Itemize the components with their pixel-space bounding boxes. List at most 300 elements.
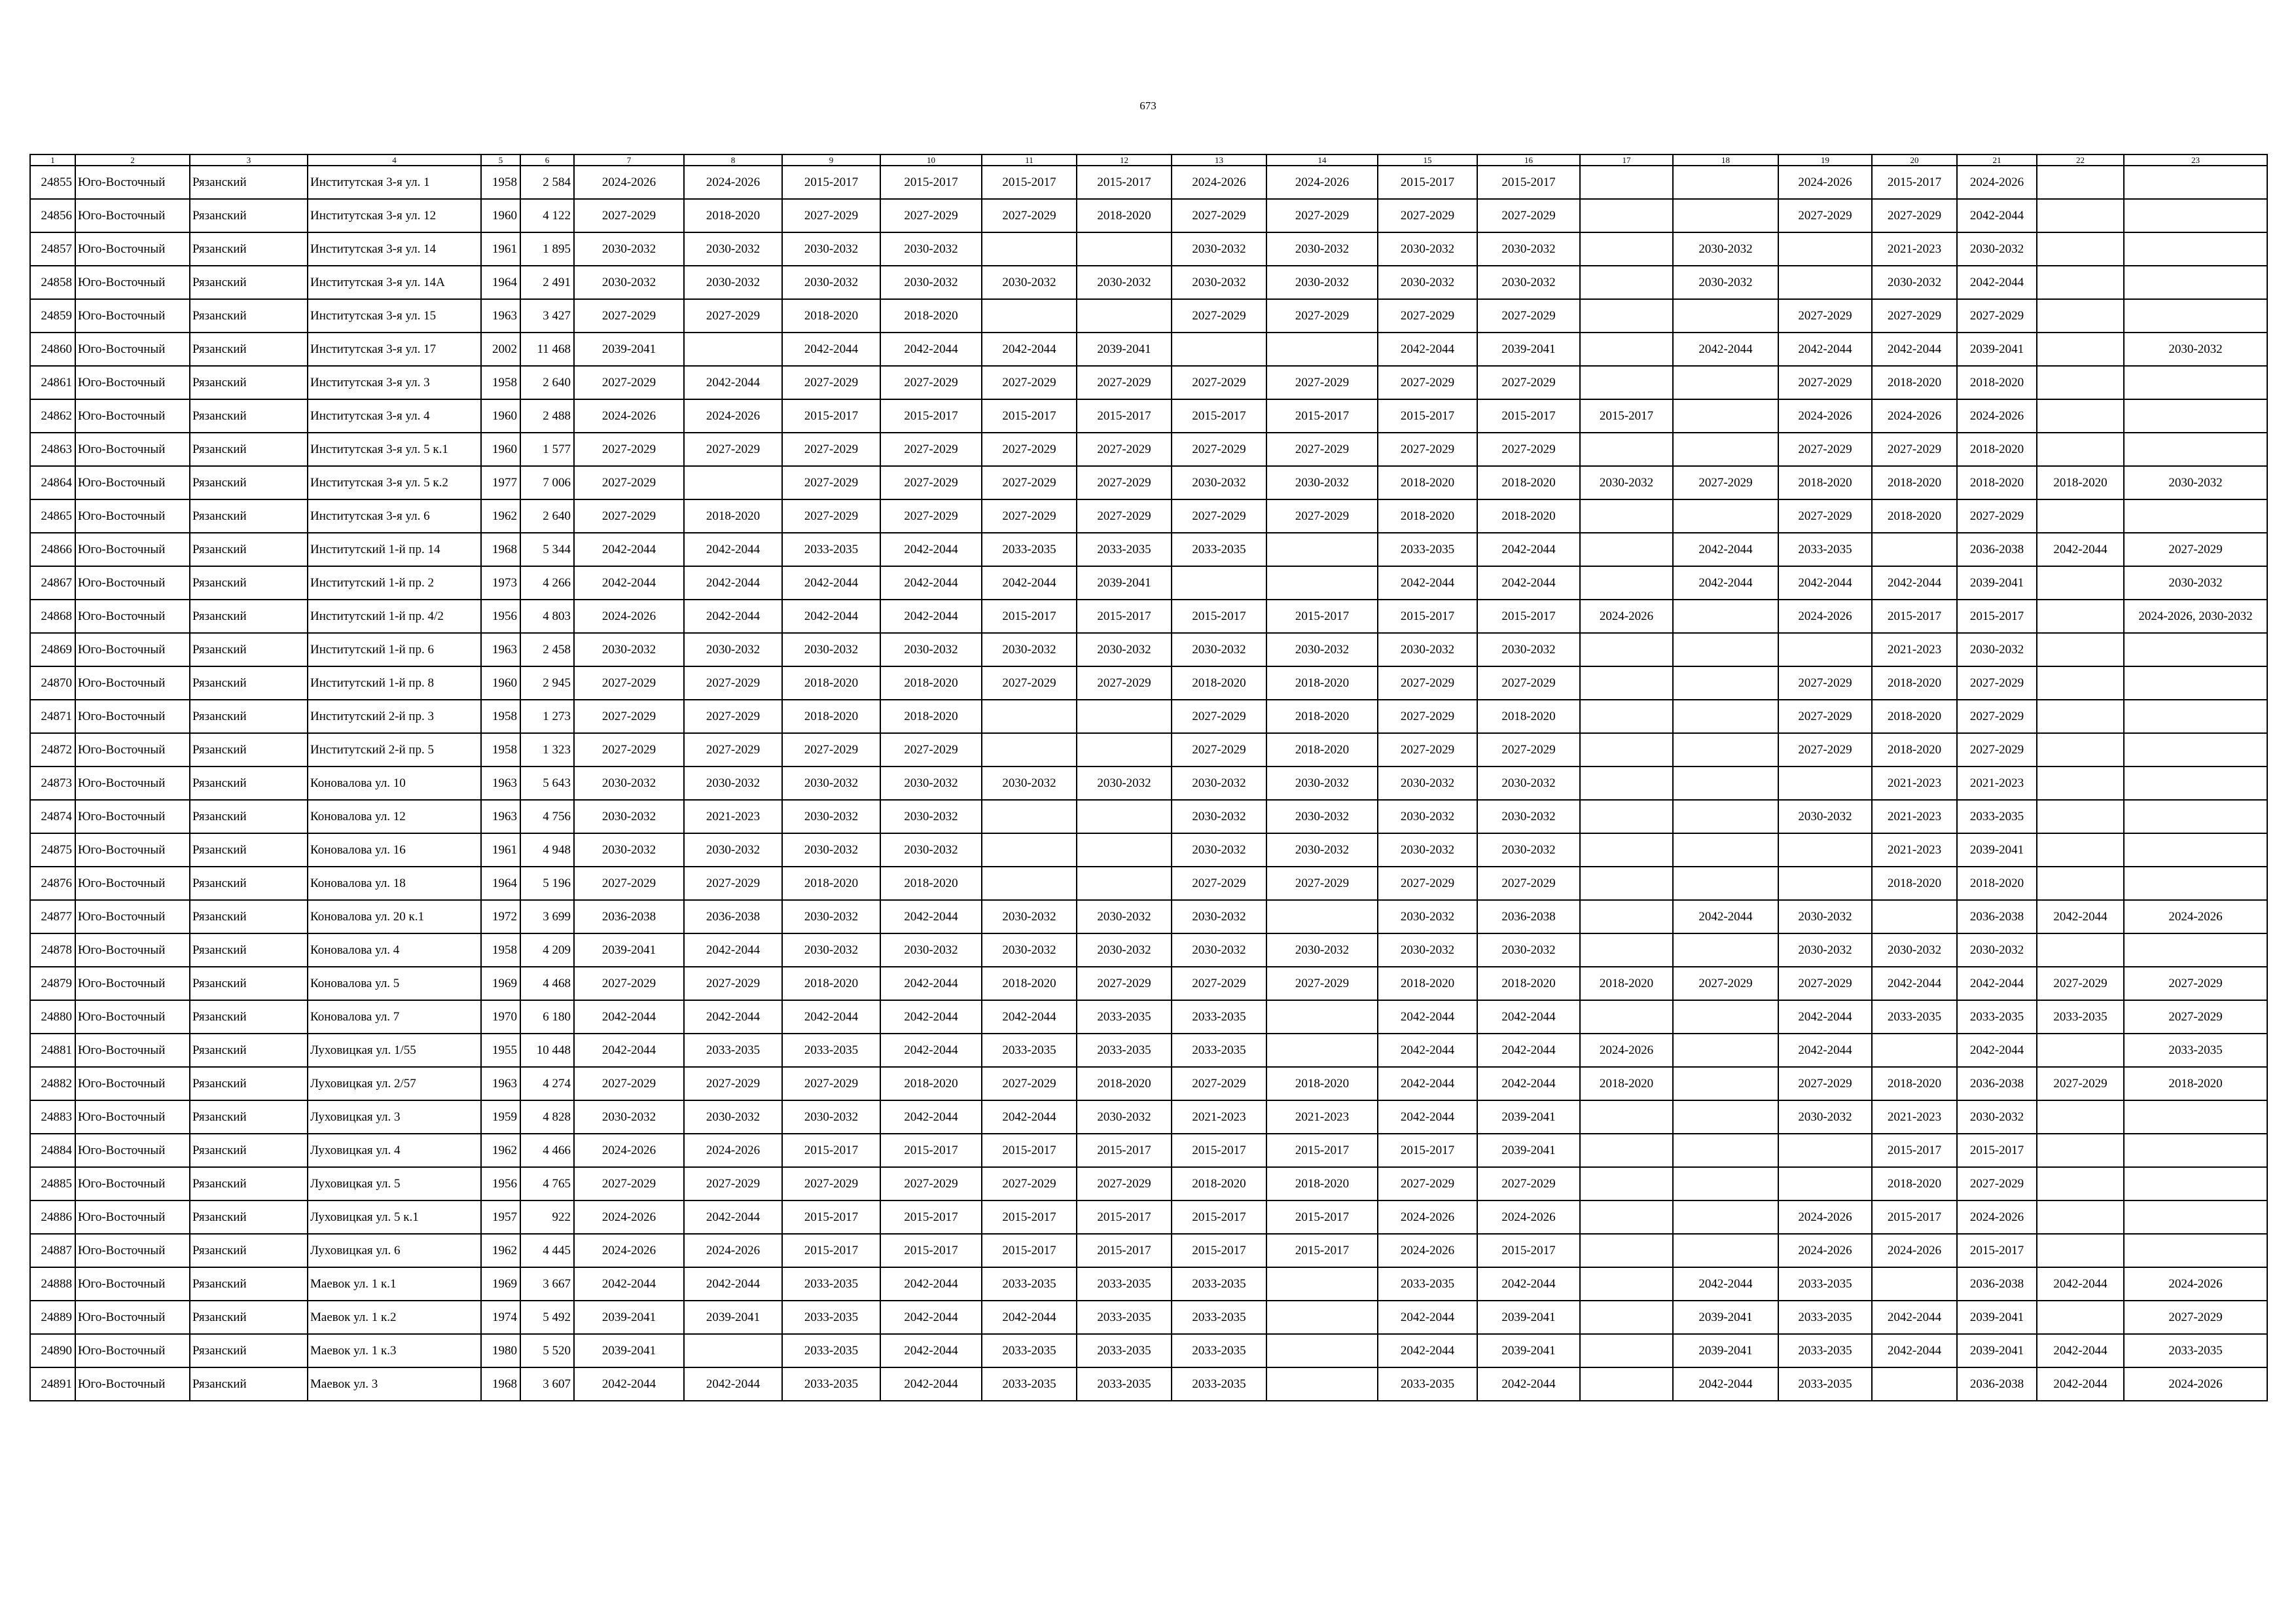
table-cell-col-12: 2018-2020	[1077, 1067, 1172, 1100]
table-cell-col-20: 2018-2020	[1872, 499, 1957, 533]
table-cell-col-17	[1580, 1200, 1673, 1234]
table-cell-col-5: 1960	[481, 199, 520, 232]
table-cell-col-9: 2015-2017	[782, 399, 880, 433]
table-cell-col-7: 2027-2029	[574, 1067, 684, 1100]
table-cell-col-3: Рязанский	[190, 767, 308, 800]
column-header-14: 14	[1266, 154, 1378, 166]
table-cell-col-8: 2027-2029	[684, 700, 782, 733]
table-row	[30, 1267, 2267, 1301]
table-cell-col-16: 2030-2032	[1477, 833, 1580, 867]
column-header-16: 16	[1477, 154, 1580, 166]
table-cell-col-21: 2018-2020	[1957, 366, 2037, 399]
column-header-22: 22	[2037, 154, 2124, 166]
table-cell-col-13: 2027-2029	[1172, 299, 1266, 333]
table-cell-col-22	[2037, 867, 2124, 900]
table-cell-col-17	[1580, 767, 1673, 800]
table-cell-col-3: Рязанский	[190, 399, 308, 433]
table-cell-col-6: 10 448	[520, 1034, 574, 1067]
table-cell-col-16: 2027-2029	[1477, 733, 1580, 767]
table-cell-col-3: Рязанский	[190, 833, 308, 867]
table-cell-col-13: 2030-2032	[1172, 232, 1266, 266]
table-cell-col-15: 2027-2029	[1378, 366, 1477, 399]
table-cell-col-20: 2042-2044	[1872, 333, 1957, 366]
table-cell-col-15: 2033-2035	[1378, 1267, 1477, 1301]
table-cell-col-7: 2030-2032	[574, 767, 684, 800]
table-cell-col-20: 2021-2023	[1872, 232, 1957, 266]
table-cell-col-6: 1 895	[520, 232, 574, 266]
table-cell-col-20: 2018-2020	[1872, 1067, 1957, 1100]
table-cell-col-15: 2042-2044	[1378, 1067, 1477, 1100]
column-header-19: 19	[1778, 154, 1872, 166]
table-cell-col-7: 2030-2032	[574, 266, 684, 299]
table-cell-col-19: 2033-2035	[1778, 1267, 1872, 1301]
table-cell-col-8: 2027-2029	[684, 967, 782, 1000]
table-cell-col-18	[1673, 867, 1778, 900]
table-cell-col-2: Юго-Восточный	[75, 199, 190, 232]
table-cell-col-19: 2033-2035	[1778, 1301, 1872, 1334]
table-cell-col-16: 2018-2020	[1477, 967, 1580, 1000]
table-cell-col-15: 2027-2029	[1378, 733, 1477, 767]
table-cell-col-12: 2033-2035	[1077, 1034, 1172, 1067]
table-cell-col-20: 2042-2044	[1872, 1334, 1957, 1367]
table-cell-col-3: Рязанский	[190, 1067, 308, 1100]
table-cell-col-14: 2018-2020	[1266, 733, 1378, 767]
table-cell-col-15: 2042-2044	[1378, 1334, 1477, 1367]
table-cell-col-13: 2030-2032	[1172, 767, 1266, 800]
table-cell-col-9: 2030-2032	[782, 767, 880, 800]
table-cell-col-2: Юго-Восточный	[75, 533, 190, 566]
table-cell-col-14	[1266, 1000, 1378, 1034]
table-cell-col-13: 2033-2035	[1172, 1034, 1266, 1067]
table-cell-col-1: 24883	[30, 1100, 75, 1134]
table-cell-col-11: 2033-2035	[982, 1334, 1077, 1367]
table-cell-col-3: Рязанский	[190, 232, 308, 266]
table-cell-col-1: 24873	[30, 767, 75, 800]
table-row	[30, 1034, 2267, 1067]
table-cell-col-5: 1963	[481, 800, 520, 833]
table-cell-col-7: 2039-2041	[574, 333, 684, 366]
table-cell-col-18	[1673, 1034, 1778, 1067]
table-cell-col-4: Институтская 3-я ул. 5 к.1	[308, 433, 481, 466]
table-cell-col-5: 1962	[481, 1234, 520, 1267]
table-cell-col-7: 2036-2038	[574, 900, 684, 933]
table-cell-col-11: 2033-2035	[982, 533, 1077, 566]
column-header-3: 3	[190, 154, 308, 166]
table-cell-col-10: 2042-2044	[880, 333, 982, 366]
table-cell-col-16: 2030-2032	[1477, 933, 1580, 967]
table-cell-col-13: 2030-2032	[1172, 633, 1266, 666]
table-cell-col-7: 2024-2026	[574, 166, 684, 199]
table-cell-col-3: Рязанский	[190, 1334, 308, 1367]
table-cell-col-11: 2042-2044	[982, 566, 1077, 600]
table-cell-col-8: 2027-2029	[684, 733, 782, 767]
table-cell-col-20: 2018-2020	[1872, 466, 1957, 499]
table-cell-col-10: 2015-2017	[880, 166, 982, 199]
table-cell-col-19	[1778, 767, 1872, 800]
table-cell-col-14: 2030-2032	[1266, 266, 1378, 299]
table-cell-col-18	[1673, 933, 1778, 967]
table-cell-col-2: Юго-Восточный	[75, 1301, 190, 1334]
table-cell-col-21: 2018-2020	[1957, 867, 2037, 900]
table-cell-col-16: 2030-2032	[1477, 633, 1580, 666]
table-cell-col-16: 2042-2044	[1477, 1067, 1580, 1100]
table-cell-col-15: 2030-2032	[1378, 633, 1477, 666]
table-cell-col-23	[2124, 833, 2267, 867]
table-cell-col-13: 2015-2017	[1172, 1134, 1266, 1167]
table-cell-col-12: 2015-2017	[1077, 1234, 1172, 1267]
table-cell-col-6: 4 466	[520, 1134, 574, 1167]
table-cell-col-10: 2027-2029	[880, 733, 982, 767]
table-cell-col-5: 1958	[481, 366, 520, 399]
table-cell-col-20: 2042-2044	[1872, 967, 1957, 1000]
table-cell-col-14: 2015-2017	[1266, 1234, 1378, 1267]
table-cell-col-21: 2027-2029	[1957, 666, 2037, 700]
table-cell-col-8: 2027-2029	[684, 299, 782, 333]
table-cell-col-13: 2033-2035	[1172, 1334, 1266, 1367]
table-cell-col-21: 2036-2038	[1957, 900, 2037, 933]
table-cell-col-22	[2037, 933, 2124, 967]
table-cell-col-17	[1580, 933, 1673, 967]
table-cell-col-1: 24877	[30, 900, 75, 933]
table-cell-col-4: Институтский 1-й пр. 4/2	[308, 600, 481, 633]
table-cell-col-18: 2030-2032	[1673, 266, 1778, 299]
table-cell-col-2: Юго-Восточный	[75, 232, 190, 266]
table-cell-col-12: 2027-2029	[1077, 433, 1172, 466]
table-cell-col-14: 2015-2017	[1266, 399, 1378, 433]
table-cell-col-22	[2037, 1100, 2124, 1134]
table-cell-col-23	[2124, 767, 2267, 800]
table-cell-col-16: 2018-2020	[1477, 466, 1580, 499]
table-cell-col-22	[2037, 566, 2124, 600]
table-cell-col-7: 2030-2032	[574, 833, 684, 867]
table-cell-col-9: 2018-2020	[782, 967, 880, 1000]
table-cell-col-1: 24865	[30, 499, 75, 533]
table-cell-col-10: 2015-2017	[880, 1200, 982, 1234]
table-cell-col-14	[1266, 900, 1378, 933]
table-cell-col-15: 2030-2032	[1378, 266, 1477, 299]
table-cell-col-17	[1580, 733, 1673, 767]
table-cell-col-2: Юго-Восточный	[75, 600, 190, 633]
table-cell-col-8	[684, 1334, 782, 1367]
table-cell-col-4: Маевок ул. 1 к.3	[308, 1334, 481, 1367]
table-cell-col-22	[2037, 833, 2124, 867]
table-cell-col-6: 6 180	[520, 1000, 574, 1034]
table-cell-col-23	[2124, 1100, 2267, 1134]
table-cell-col-22	[2037, 700, 2124, 733]
table-cell-col-23	[2124, 1167, 2267, 1200]
table-cell-col-6: 2 488	[520, 399, 574, 433]
table-cell-col-4: Институтская 3-я ул. 3	[308, 366, 481, 399]
table-cell-col-20: 2021-2023	[1872, 833, 1957, 867]
table-cell-col-21: 2027-2029	[1957, 499, 2037, 533]
table-cell-col-16: 2015-2017	[1477, 600, 1580, 633]
table-cell-col-5: 1961	[481, 833, 520, 867]
table-cell-col-13: 2015-2017	[1172, 600, 1266, 633]
table-cell-col-17	[1580, 1301, 1673, 1334]
column-header-4: 4	[308, 154, 481, 166]
table-cell-col-14	[1266, 533, 1378, 566]
table-cell-col-22	[2037, 232, 2124, 266]
table-cell-col-3: Рязанский	[190, 199, 308, 232]
table-cell-col-10: 2018-2020	[880, 666, 982, 700]
table-cell-col-10: 2042-2044	[880, 1334, 982, 1367]
table-cell-col-8: 2030-2032	[684, 232, 782, 266]
table-cell-col-15: 2030-2032	[1378, 933, 1477, 967]
table-row	[30, 1234, 2267, 1267]
table-cell-col-20: 2030-2032	[1872, 933, 1957, 967]
table-cell-col-9: 2042-2044	[782, 566, 880, 600]
table-cell-col-21: 2030-2032	[1957, 933, 2037, 967]
table-cell-col-4: Институтская 3-я ул. 5 к.2	[308, 466, 481, 499]
table-cell-col-10: 2030-2032	[880, 933, 982, 967]
table-cell-col-9: 2030-2032	[782, 900, 880, 933]
table-cell-col-11	[982, 867, 1077, 900]
data-table	[29, 154, 2268, 1401]
table-cell-col-9: 2027-2029	[782, 366, 880, 399]
table-cell-col-19: 2042-2044	[1778, 1000, 1872, 1034]
table-cell-col-20	[1872, 1034, 1957, 1067]
column-header-10: 10	[880, 154, 982, 166]
table-row	[30, 232, 2267, 266]
table-cell-col-1: 24884	[30, 1134, 75, 1167]
table-cell-col-22	[2037, 1134, 2124, 1167]
table-cell-col-18: 2030-2032	[1673, 232, 1778, 266]
table-cell-col-16: 2042-2044	[1477, 1267, 1580, 1301]
table-cell-col-23	[2124, 299, 2267, 333]
table-cell-col-3: Рязанский	[190, 800, 308, 833]
table-cell-col-7: 2024-2026	[574, 399, 684, 433]
table-cell-col-11: 2042-2044	[982, 1000, 1077, 1034]
table-cell-col-2: Юго-Восточный	[75, 700, 190, 733]
table-cell-col-21: 2018-2020	[1957, 466, 2037, 499]
table-row	[30, 833, 2267, 867]
table-cell-col-15: 2042-2044	[1378, 1000, 1477, 1034]
table-cell-col-14: 2027-2029	[1266, 867, 1378, 900]
table-cell-col-1: 24867	[30, 566, 75, 600]
table-cell-col-16: 2024-2026	[1477, 1200, 1580, 1234]
table-cell-col-20: 2024-2026	[1872, 1234, 1957, 1267]
table-cell-col-5: 1963	[481, 767, 520, 800]
table-cell-col-21: 2027-2029	[1957, 299, 2037, 333]
table-cell-col-7: 2042-2044	[574, 1000, 684, 1034]
table-cell-col-19: 2027-2029	[1778, 1067, 1872, 1100]
table-cell-col-19: 2024-2026	[1778, 166, 1872, 199]
table-cell-col-13: 2027-2029	[1172, 967, 1266, 1000]
table-cell-col-7: 2039-2041	[574, 1301, 684, 1334]
table-cell-col-20: 2042-2044	[1872, 1301, 1957, 1334]
column-header-1: 1	[30, 154, 75, 166]
table-cell-col-12: 2027-2029	[1077, 967, 1172, 1000]
table-cell-col-3: Рязанский	[190, 266, 308, 299]
table-cell-col-13: 2033-2035	[1172, 533, 1266, 566]
table-cell-col-17	[1580, 1267, 1673, 1301]
table-cell-col-8	[684, 333, 782, 366]
table-cell-col-5: 1961	[481, 232, 520, 266]
table-cell-col-7: 2027-2029	[574, 700, 684, 733]
table-row	[30, 900, 2267, 933]
table-cell-col-11	[982, 700, 1077, 733]
table-cell-col-22: 2027-2029	[2037, 967, 2124, 1000]
table-cell-col-11: 2042-2044	[982, 333, 1077, 366]
table-cell-col-18	[1673, 767, 1778, 800]
table-cell-col-2: Юго-Восточный	[75, 967, 190, 1000]
table-cell-col-16: 2039-2041	[1477, 1134, 1580, 1167]
table-cell-col-1: 24856	[30, 199, 75, 232]
table-cell-col-5: 1960	[481, 666, 520, 700]
table-cell-col-12: 2015-2017	[1077, 399, 1172, 433]
table-row	[30, 867, 2267, 900]
table-cell-col-2: Юго-Восточный	[75, 666, 190, 700]
table-cell-col-22	[2037, 600, 2124, 633]
table-cell-col-6: 3 607	[520, 1367, 574, 1401]
table-cell-col-11: 2042-2044	[982, 1301, 1077, 1334]
table-row	[30, 1367, 2267, 1401]
table-cell-col-18	[1673, 833, 1778, 867]
table-cell-col-1: 24879	[30, 967, 75, 1000]
table-cell-col-13: 2033-2035	[1172, 1267, 1266, 1301]
column-header-8: 8	[684, 154, 782, 166]
table-cell-col-1: 24871	[30, 700, 75, 733]
table-cell-col-11: 2027-2029	[982, 499, 1077, 533]
table-cell-col-19: 2033-2035	[1778, 533, 1872, 566]
table-cell-col-7: 2027-2029	[574, 466, 684, 499]
table-cell-col-3: Рязанский	[190, 1134, 308, 1167]
table-cell-col-3: Рязанский	[190, 333, 308, 366]
table-cell-col-18	[1673, 700, 1778, 733]
table-cell-col-19: 2030-2032	[1778, 1100, 1872, 1134]
table-cell-col-23: 2018-2020	[2124, 1067, 2267, 1100]
table-cell-col-6: 3 427	[520, 299, 574, 333]
table-cell-col-18: 2042-2044	[1673, 1367, 1778, 1401]
table-cell-col-15: 2015-2017	[1378, 166, 1477, 199]
table-cell-col-15: 2015-2017	[1378, 399, 1477, 433]
table-cell-col-4: Институтская 3-я ул. 6	[308, 499, 481, 533]
table-cell-col-12: 2027-2029	[1077, 499, 1172, 533]
table-cell-col-5: 1964	[481, 266, 520, 299]
table-cell-col-13: 2024-2026	[1172, 166, 1266, 199]
table-cell-col-22: 2027-2029	[2037, 1067, 2124, 1100]
table-cell-col-7: 2039-2041	[574, 933, 684, 967]
table-cell-col-4: Луховицкая ул. 6	[308, 1234, 481, 1267]
table-row	[30, 466, 2267, 499]
table-cell-col-10: 2027-2029	[880, 1167, 982, 1200]
table-cell-col-10: 2018-2020	[880, 1067, 982, 1100]
table-cell-col-3: Рязанский	[190, 1034, 308, 1067]
table-cell-col-19: 2042-2044	[1778, 333, 1872, 366]
table-cell-col-3: Рязанский	[190, 1100, 308, 1134]
table-cell-col-1: 24866	[30, 533, 75, 566]
table-cell-col-15: 2027-2029	[1378, 666, 1477, 700]
table-cell-col-12: 2033-2035	[1077, 1000, 1172, 1034]
table-cell-col-11: 2015-2017	[982, 1234, 1077, 1267]
table-cell-col-21: 2024-2026	[1957, 399, 2037, 433]
table-cell-col-13: 2027-2029	[1172, 499, 1266, 533]
table-cell-col-2: Юго-Восточный	[75, 633, 190, 666]
table-cell-col-21: 2039-2041	[1957, 333, 2037, 366]
table-cell-col-4: Институтский 1-й пр. 8	[308, 666, 481, 700]
table-cell-col-12	[1077, 867, 1172, 900]
table-cell-col-9: 2018-2020	[782, 299, 880, 333]
table-cell-col-15: 2027-2029	[1378, 299, 1477, 333]
table-cell-col-16: 2039-2041	[1477, 1301, 1580, 1334]
table-cell-col-3: Рязанский	[190, 1167, 308, 1200]
table-cell-col-8	[684, 466, 782, 499]
table-cell-col-19	[1778, 1134, 1872, 1167]
column-header-21: 21	[1957, 154, 2037, 166]
table-cell-col-17	[1580, 499, 1673, 533]
table-cell-col-16: 2036-2038	[1477, 900, 1580, 933]
table-cell-col-15: 2030-2032	[1378, 800, 1477, 833]
table-cell-col-16: 2039-2041	[1477, 1100, 1580, 1134]
table-cell-col-18: 2027-2029	[1673, 967, 1778, 1000]
table-cell-col-5: 1960	[481, 433, 520, 466]
table-row	[30, 1067, 2267, 1100]
table-cell-col-23	[2124, 867, 2267, 900]
table-cell-col-8: 2024-2026	[684, 166, 782, 199]
table-cell-col-18	[1673, 1067, 1778, 1100]
table-cell-col-4: Луховицкая ул. 3	[308, 1100, 481, 1134]
table-cell-col-7: 2042-2044	[574, 1034, 684, 1067]
table-row	[30, 1167, 2267, 1200]
table-cell-col-9: 2033-2035	[782, 1334, 880, 1367]
table-cell-col-17	[1580, 366, 1673, 399]
table-cell-col-3: Рязанский	[190, 733, 308, 767]
table-cell-col-7: 2027-2029	[574, 867, 684, 900]
table-row	[30, 1134, 2267, 1167]
table-cell-col-5: 1956	[481, 1167, 520, 1200]
table-cell-col-10: 2030-2032	[880, 800, 982, 833]
table-cell-col-16: 2042-2044	[1477, 566, 1580, 600]
table-cell-col-23: 2024-2026, 2030-2032	[2124, 600, 2267, 633]
table-cell-col-10: 2030-2032	[880, 633, 982, 666]
table-cell-col-21: 2024-2026	[1957, 1200, 2037, 1234]
table-cell-col-21: 2042-2044	[1957, 967, 2037, 1000]
table-cell-col-14: 2027-2029	[1266, 299, 1378, 333]
table-cell-col-4: Луховицкая ул. 4	[308, 1134, 481, 1167]
table-cell-col-12: 2030-2032	[1077, 266, 1172, 299]
table-cell-col-22	[2037, 633, 2124, 666]
table-cell-col-15: 2027-2029	[1378, 1167, 1477, 1200]
table-cell-col-20: 2024-2026	[1872, 399, 1957, 433]
table-cell-col-23	[2124, 800, 2267, 833]
table-cell-col-15: 2030-2032	[1378, 232, 1477, 266]
table-cell-col-4: Луховицкая ул. 2/57	[308, 1067, 481, 1100]
table-cell-col-13: 2015-2017	[1172, 399, 1266, 433]
table-cell-col-18	[1673, 166, 1778, 199]
table-cell-col-6: 2 945	[520, 666, 574, 700]
table-cell-col-14: 2027-2029	[1266, 199, 1378, 232]
table-row	[30, 933, 2267, 967]
table-cell-col-2: Юго-Восточный	[75, 1167, 190, 1200]
table-cell-col-17: 2024-2026	[1580, 1034, 1673, 1067]
table-cell-col-23	[2124, 399, 2267, 433]
table-cell-col-20: 2018-2020	[1872, 867, 1957, 900]
table-cell-col-21: 2036-2038	[1957, 1367, 2037, 1401]
table-cell-col-6: 5 344	[520, 533, 574, 566]
table-cell-col-18: 2042-2044	[1673, 333, 1778, 366]
table-cell-col-14: 2030-2032	[1266, 933, 1378, 967]
table-cell-col-11: 2033-2035	[982, 1367, 1077, 1401]
table-cell-col-10: 2030-2032	[880, 767, 982, 800]
table-cell-col-14: 2030-2032	[1266, 800, 1378, 833]
table-cell-col-9: 2033-2035	[782, 533, 880, 566]
table-cell-col-15: 2033-2035	[1378, 1367, 1477, 1401]
table-row	[30, 1000, 2267, 1034]
table-cell-col-4: Коновалова ул. 18	[308, 867, 481, 900]
table-cell-col-18: 2042-2044	[1673, 900, 1778, 933]
table-cell-col-20: 2018-2020	[1872, 1167, 1957, 1200]
table-cell-col-6: 1 323	[520, 733, 574, 767]
